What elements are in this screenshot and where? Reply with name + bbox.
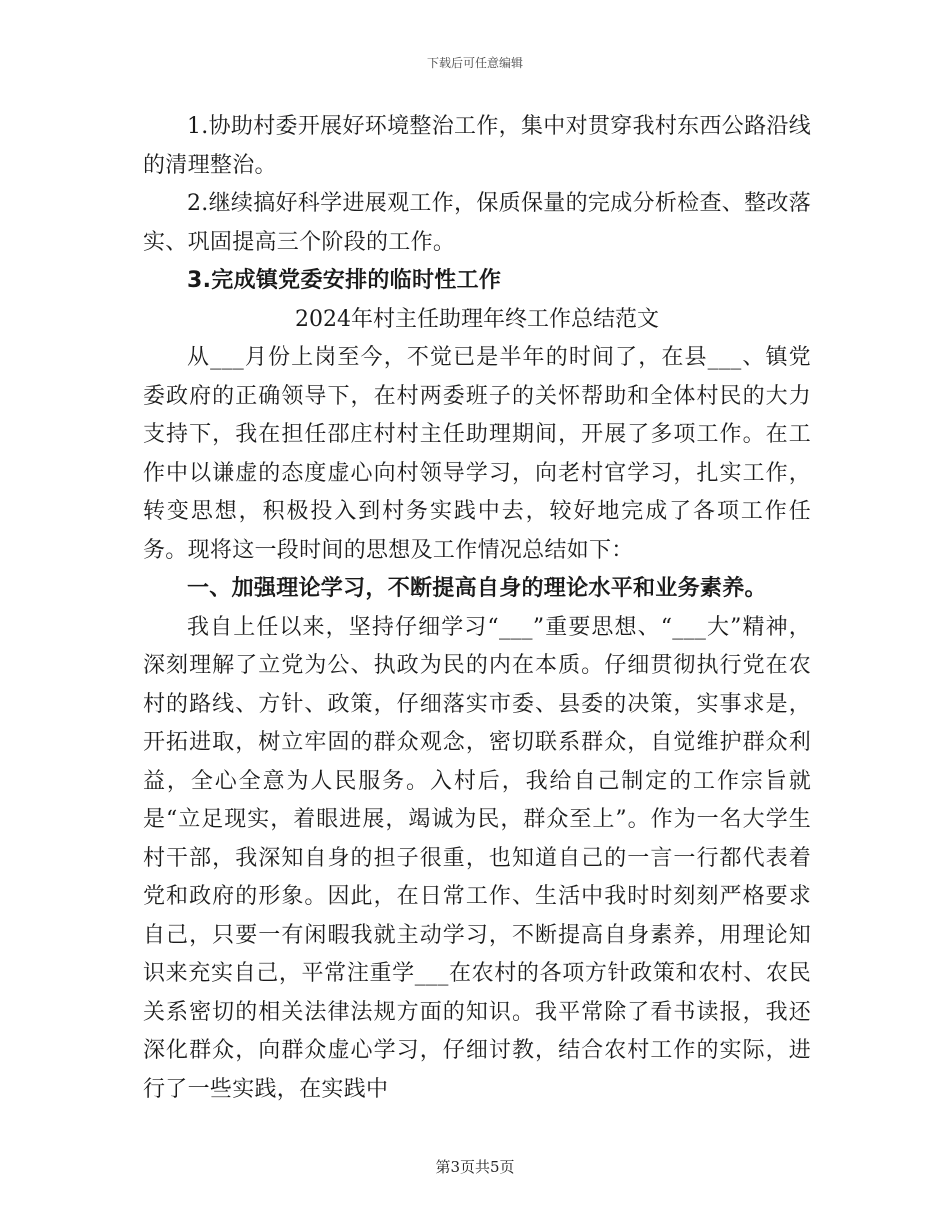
intro-paragraph: 从___月份上岗至今，不觉已是半年的时间了，在县___、镇党委政府的正确领导下，在村两委班子的关怀帮助和全体村民的大力支持下，我在担任邵庄村村主任助理期间，开展了多项工作。在工作中以谦虚的态度虚心向村领导学习，向老村官学习，扎实工作，转变思想，积极投入到村务实践中去，较好地完成了各项工作任务。现将这一段时间的思想及工作情况总结如下： xyxy=(143,345,811,563)
section-heading-1: 一、加强理论学习，不断提高自身的理论水平和业务素养。 xyxy=(187,576,767,601)
page-header-note: 下载后可任意编辑 xyxy=(426,56,523,70)
document-body xyxy=(143,108,811,1109)
section-1-paragraph: 我自上任以来，坚持仔细学习“___”重要思想、“___大”精神，深刻理解了立党为公、执政为民的内在本质。仔细贯彻执行党在农村的路线、方针、政策，仔细落实市委、县委的决策，实事求是，开拓进取，树立牢固的群众观念，密切联系群众，自觉维护群众利益，全心全意为人民服务。入村后，我给自己制定的工作宗旨就是“立足现实，着眼进展，竭诚为民，群众至上”。作为一名大学生村干部，我深知自身的担子很重，也知道自己的一言一行都代表着党和政府的形象。因此，在日常工作、生活中我时时刻刻严格要求自己，只要一有闲暇我就主动学习，不断提高自身素养，用理论知识来充实自己，平常注重学___在农村的各项方针政策和农村、农民关系密切的相关法律法规方面的知识。我平常除了看书读报，我还深化群众，向群众虚心学习，仔细讨教，结合农村工作的实际，进行了一些实践，在实践中 xyxy=(143,614,811,1102)
list-item-3: 3.完成镇党委安排的临时性工作 xyxy=(187,268,502,293)
page-number: 第3页共5页 xyxy=(435,1158,515,1176)
list-item-2: 2.继续搞好科学进展观工作，保质保量的完成分析检查、整改落实、巩固提高三个阶段的工作。 xyxy=(143,191,811,255)
document-title: 2024年村主任助理年终工作总结范文 xyxy=(295,306,659,332)
list-item-1: 1.协助村委开展好环境整治工作，集中对贯穿我村东西公路沿线的清理整治。 xyxy=(143,114,811,178)
